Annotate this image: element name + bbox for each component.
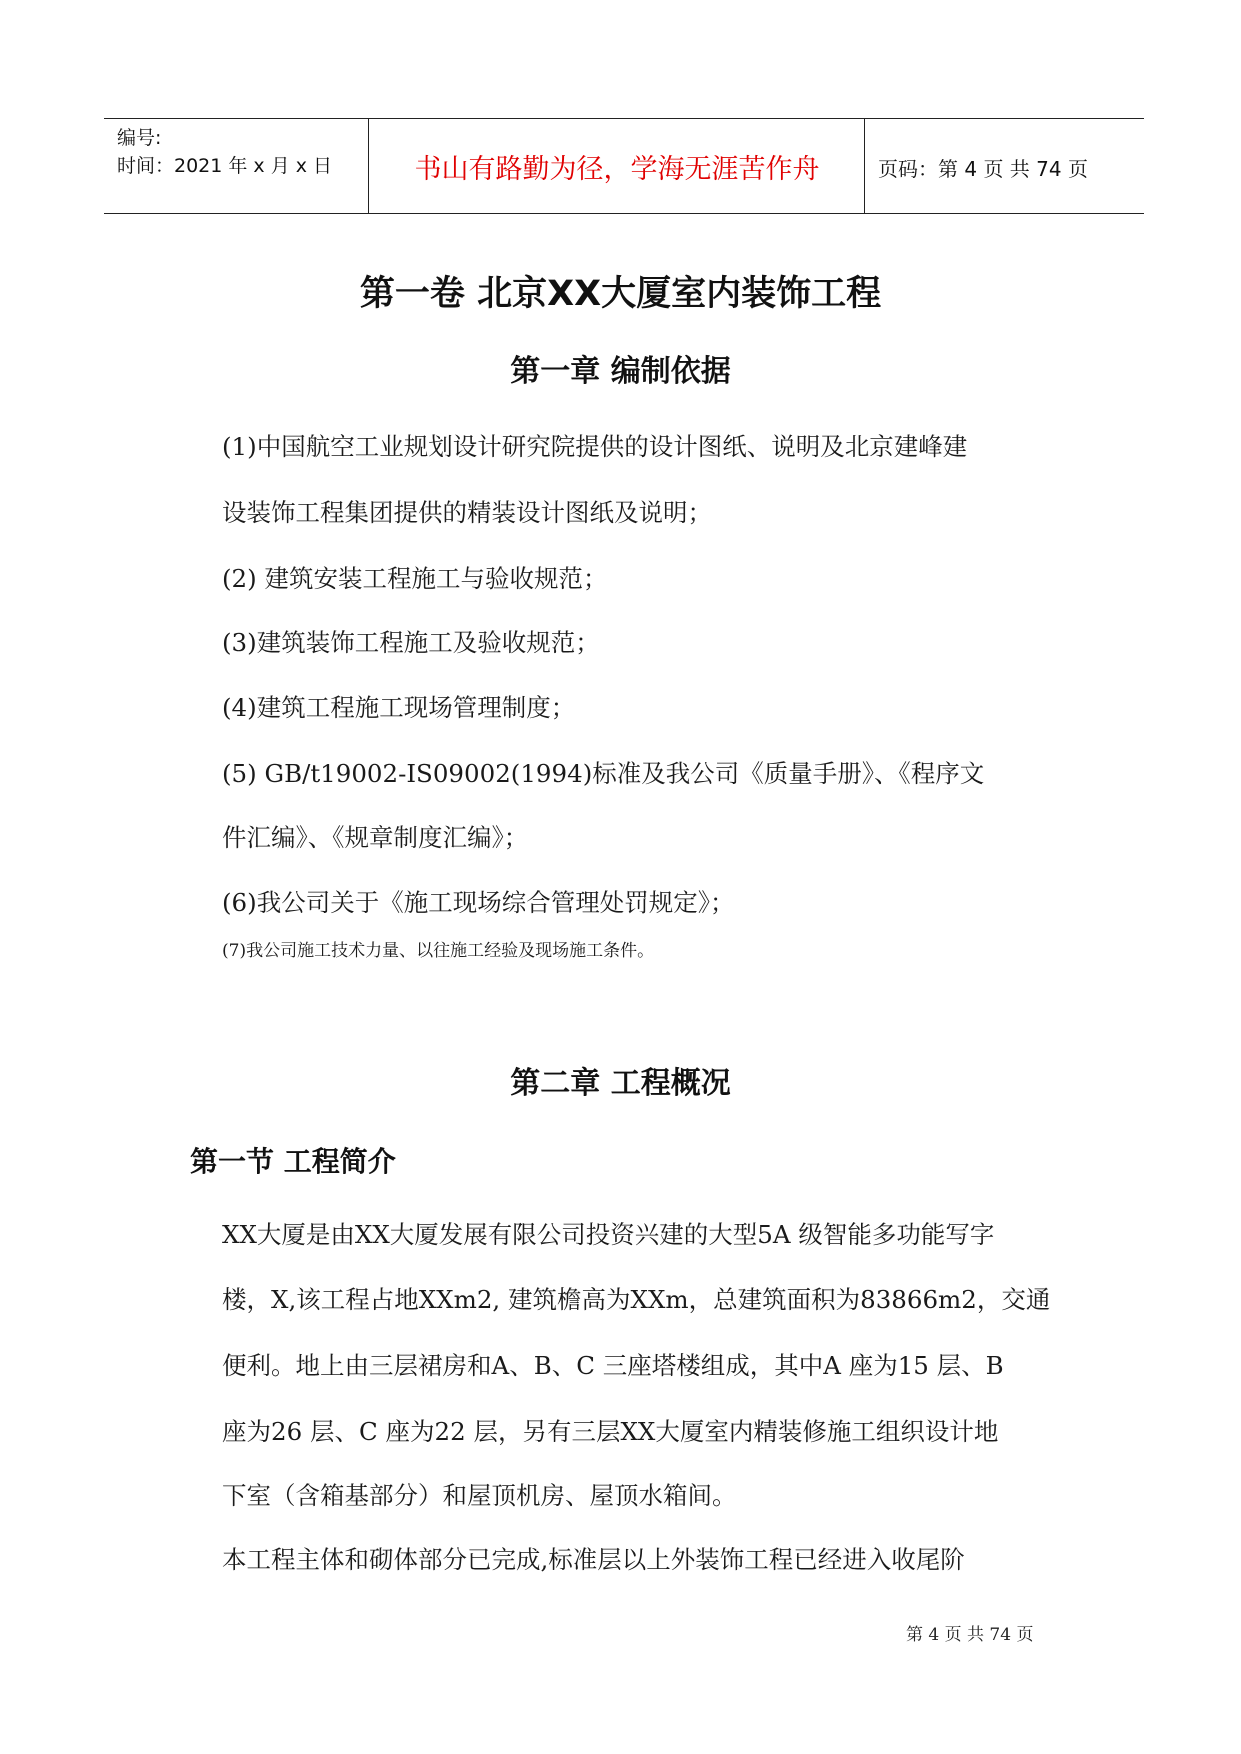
document-date-label: 时间：2021 年 x 月 x 日 <box>117 155 333 177</box>
basis-line: (2) 建筑安装工程施工与验收规范； <box>222 564 608 593</box>
basis-line: 设装饰工程集团提供的精装设计图纸及说明； <box>222 498 712 527</box>
basis-line-small: (7)我公司施工技术力量、以往施工经验及现场施工条件。 <box>222 941 655 961</box>
header-page-number: 页码：第 4 页 共 74 页 <box>878 157 1088 181</box>
basis-line: (1)中国航空工业规划设计研究院提供的设计图纸、说明及北京建峰建 <box>222 432 968 461</box>
header-motto: 书山有路勤为径，学海无涯苦作舟 <box>414 154 820 185</box>
header-page-cell <box>866 119 1144 213</box>
chapter-title-basis: 第一章 编制依据 <box>510 354 731 389</box>
chapter-title-overview: 第二章 工程概况 <box>510 1066 731 1101</box>
intro-line: 本工程主体和砌体部分已完成,标准层以上外装饰工程已经进入收尾阶 <box>222 1545 965 1574</box>
basis-line: (3)建筑装饰工程施工及验收规范； <box>222 628 600 657</box>
basis-line: 件汇编》、《规章制度汇编》； <box>222 823 529 852</box>
intro-line: XX大厦是由XX大厦发展有限公司投资兴建的大型5A 级智能多功能写字 <box>222 1220 995 1249</box>
page-footer: 第 4 页 共 74 页 <box>906 1625 1034 1645</box>
intro-line: 楼，X,该工程占地XXm2, 建筑檐高为XXm，总建筑面积为83866m2，交通 <box>222 1285 1051 1314</box>
intro-line: 座为26 层、C 座为22 层，另有三层XX大厦室内精装修施工组织设计地 <box>222 1417 999 1446</box>
section-title-intro: 第一节 工程简介 <box>190 1145 396 1178</box>
page-header <box>104 118 1144 214</box>
basis-line: (4)建筑工程施工现场管理制度； <box>222 693 576 722</box>
header-info-cell <box>104 119 369 213</box>
basis-line: (5) GB/t19002-IS09002(1994)标准及我公司《质量手册》、《程序文 <box>222 759 985 788</box>
document-number-label: 编号: <box>117 127 162 149</box>
volume-title: 第一卷 北京XX大厦室内装饰工程 <box>359 274 882 314</box>
basis-line: (6)我公司关于《施工现场综合管理处罚规定》； <box>222 888 735 917</box>
intro-line: 下室（含箱基部分）和屋顶机房、屋顶水箱间。 <box>222 1481 737 1510</box>
header-motto-cell <box>370 119 865 213</box>
intro-line: 便利。地上由三层裙房和A、B、C 三座塔楼组成，其中A 座为15 层、B <box>222 1351 1004 1380</box>
